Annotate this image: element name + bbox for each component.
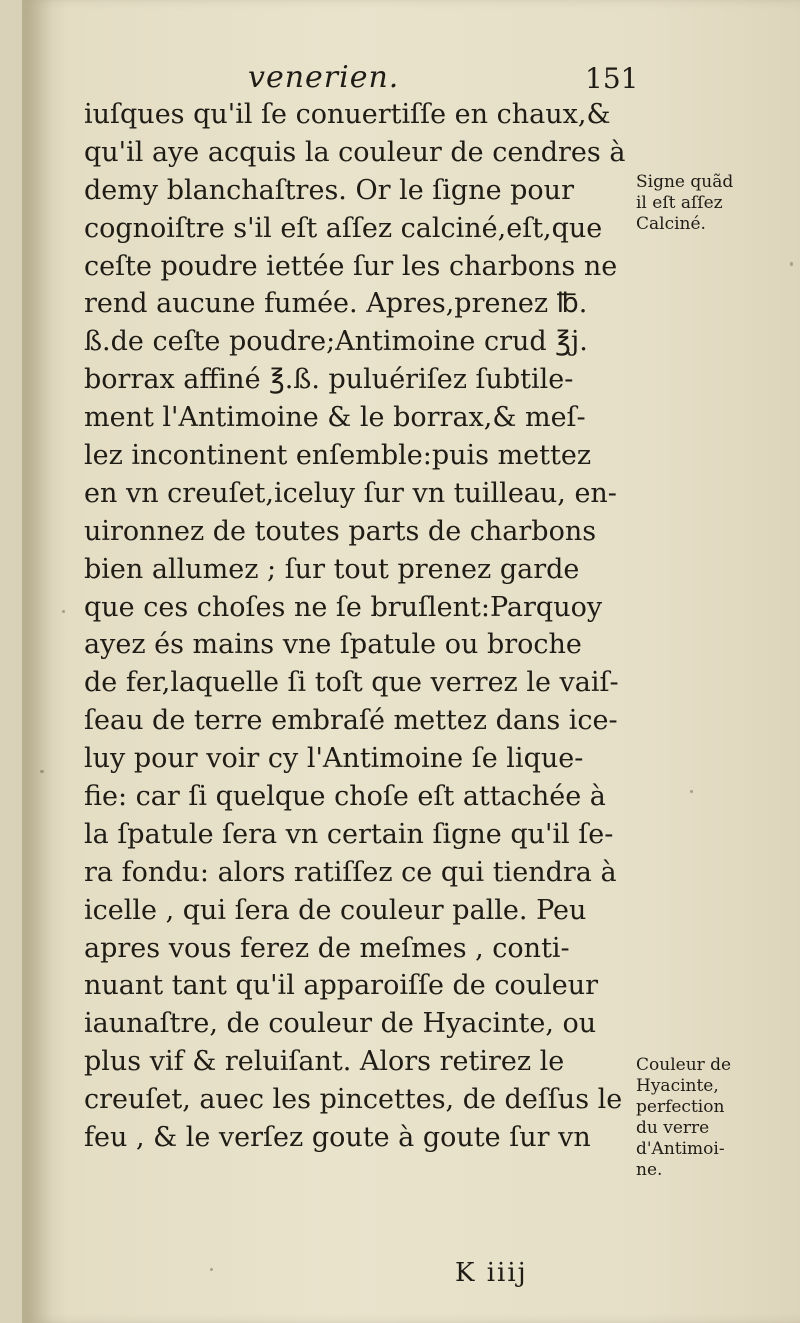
text-line: la ſpatule ſera vn certain ſigne qu'il ſe-: [84, 818, 614, 850]
text-line: ment l'Antimoine & le borrax,& meſ-: [84, 402, 586, 434]
running-head: venerien.: [248, 60, 400, 95]
text-line: cognoiſtre s'il eſt aſſez calciné,eſt,que: [84, 212, 603, 244]
text-line: ra fondu: alors ratiſſez ce qui tiendra à: [84, 856, 617, 888]
text-line: plus vif & reluiſant. Alors retirez le: [84, 1046, 565, 1078]
body-text: [84, 96, 644, 1157]
margin-note-calcination: [636, 172, 786, 235]
text-line: iuſques qu'il ſe conuertiſſe en chaux,&: [84, 99, 611, 130]
text-line: que ces choſes ne ſe bruſlent:Parquoy: [84, 591, 603, 623]
margin-note-hyacinth: [636, 1055, 786, 1181]
text-line: ſeau de terre embraſé mettez dans ice-: [84, 705, 618, 737]
margin-note-line: d'Antimoi-: [636, 1139, 725, 1159]
text-line: nuant tant qu'il apparoiſſe de couleur: [84, 970, 599, 1002]
page-number: 151: [585, 62, 639, 95]
text-line: icelle , qui ſera de couleur palle. Peu: [84, 894, 587, 926]
text-line: demy blanchaſtres. Or le ſigne pour: [84, 174, 574, 206]
text-line: feu , & le verſez goute à goute ſur vn: [84, 1122, 591, 1154]
text-line: qu'il aye acquis la couleur de cendres à: [84, 136, 626, 168]
text-line: bien allumez ; ſur tout prenez garde: [84, 553, 580, 585]
text-line: iaunaſtre, de couleur de Hyacinte, ou: [84, 1008, 597, 1040]
paper-speck: [210, 1268, 213, 1271]
text-line: luy pour voir cy l'Antimoine ſe lique-: [84, 743, 584, 775]
margin-note-line: Calciné.: [636, 214, 706, 234]
margin-note-line: Signe quãd: [636, 172, 734, 192]
text-line: borrax affiné ℥.ß. puluériſez ſubtile-: [84, 364, 574, 396]
text-line: apres vous ferez de meſmes , conti-: [84, 932, 570, 964]
paper-speck: [62, 610, 65, 613]
signature-mark: K iiij: [455, 1258, 528, 1288]
text-line: ß.de ceſte poudre;Antimoine crud ℥j.: [84, 326, 588, 358]
text-line: lez incontinent enſemble:puis mettez: [84, 440, 592, 472]
margin-note-line: Hyacinte,: [636, 1076, 719, 1096]
paper-speck: [40, 770, 44, 773]
text-line: en vn creuſet,iceluy ſur vn tuilleau, en-: [84, 477, 617, 509]
text-line: uironnez de toutes parts de charbons: [84, 515, 597, 547]
margin-note-line: il eſt aſſez: [636, 193, 723, 213]
text-line: ceſte poudre iettée ſur les charbons ne: [84, 250, 618, 282]
text-line: ayez és mains vne ſpatule ou broche: [84, 629, 582, 661]
text-line: de fer,laquelle ſi toſt que verrez le vaiſ-: [84, 667, 619, 699]
text-line: rend aucune fumée. Apres,prenez ℔.: [84, 288, 588, 320]
paper-speck: [690, 790, 693, 793]
margin-note-line: Couleur de: [636, 1055, 732, 1075]
margin-note-line: perfection: [636, 1097, 725, 1117]
gutter-shadow: [22, 0, 52, 1323]
margin-note-line: du verre: [636, 1118, 710, 1138]
paper-speck: [790, 262, 793, 266]
text-line: creuſet, auec les pincettes, de deſſus le: [84, 1084, 623, 1116]
text-line: fie: car ſi quelque choſe eſt attachée à: [84, 781, 606, 813]
margin-note-line: ne.: [636, 1160, 663, 1180]
